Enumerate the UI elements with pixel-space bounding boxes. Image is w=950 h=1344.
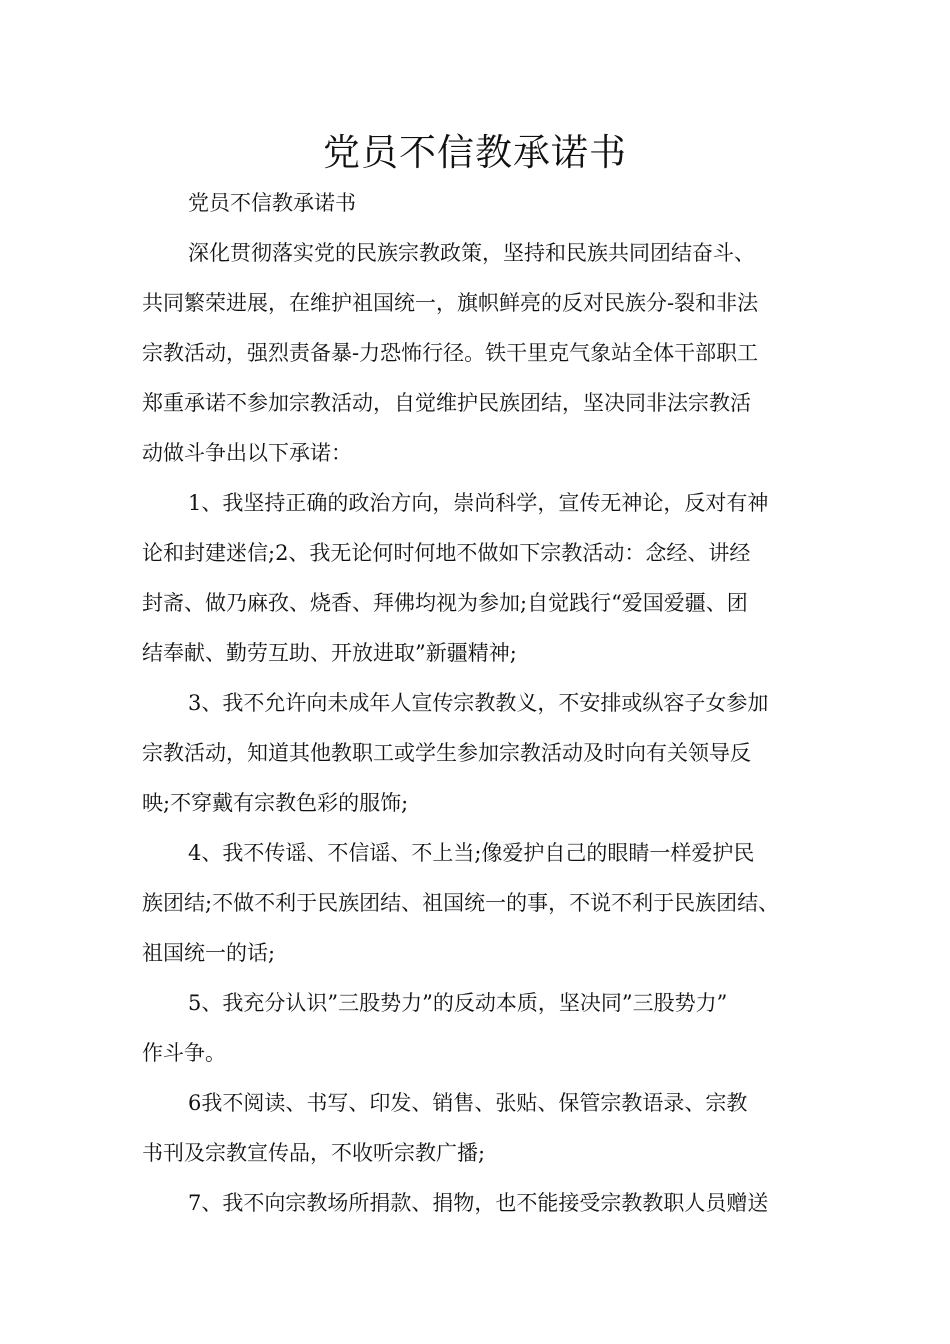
body-line: 结奉献、勤劳互助、开放进取”新疆精神; [142, 641, 517, 665]
body-line: 封斋、做乃麻孜、烧香、拜佛均视为参加;自觉践行“爱国爱疆、团 [142, 591, 748, 615]
body-line: 4、我不传谣、不信谣、不上当;像爱护自己的眼睛一样爱护民 [188, 841, 755, 865]
body-line: 族团结;不做不利于民族团结、祖国统一的事，不说不利于民族团结、 [142, 891, 780, 915]
body-line: 郑重承诺不参加宗教活动，自觉维护民族团结，坚决同非法宗教活 [142, 391, 751, 415]
body-line: 映;不穿戴有宗教色彩的服饰; [142, 791, 409, 815]
body-line: 论和封建迷信;2、我无论何时何地不做如下宗教活动：念经、讲经 [142, 541, 751, 565]
body-line: 作斗争。 [142, 1041, 226, 1065]
page-title: 党员不信教承诺书 [323, 131, 627, 174]
body-line: 1、我坚持正确的政治方向，崇尚科学，宣传无神论，反对有神 [188, 491, 769, 515]
body-line: 党员不信教承诺书 [188, 191, 356, 215]
body-line: 7、我不向宗教场所捐款、捐物，也不能接受宗教教职人员赠送 [188, 1191, 769, 1215]
body-line: 6我不阅读、书写、印发、销售、张贴、保管宗教语录、宗教 [188, 1091, 748, 1115]
document-body [142, 178, 832, 1228]
body-line: 共同繁荣进展，在维护祖国统一，旗帜鲜亮的反对民族分-裂和非法 [142, 291, 759, 315]
body-line: 动做斗争出以下承诺： [142, 441, 352, 465]
body-line: 祖国统一的话; [142, 941, 276, 965]
body-line: 5、我充分认识”三股势力”的反动本质，坚决同”三股势力” [188, 991, 728, 1015]
body-line: 3、我不允许向未成年人宣传宗教教义，不安排或纵容子女参加 [188, 691, 769, 715]
body-line: 书刊及宗教宣传品，不收听宗教广播; [142, 1141, 486, 1165]
body-line: 深化贯彻落实党的民族宗教政策，坚持和民族共同团结奋斗、 [188, 241, 755, 265]
body-line: 宗教活动，强烈责备暴-力恐怖行径。铁干里克气象站全体干部职工 [142, 341, 759, 365]
body-line: 宗教活动，知道其他教职工或学生参加宗教活动及时向有关领导反 [142, 741, 751, 765]
